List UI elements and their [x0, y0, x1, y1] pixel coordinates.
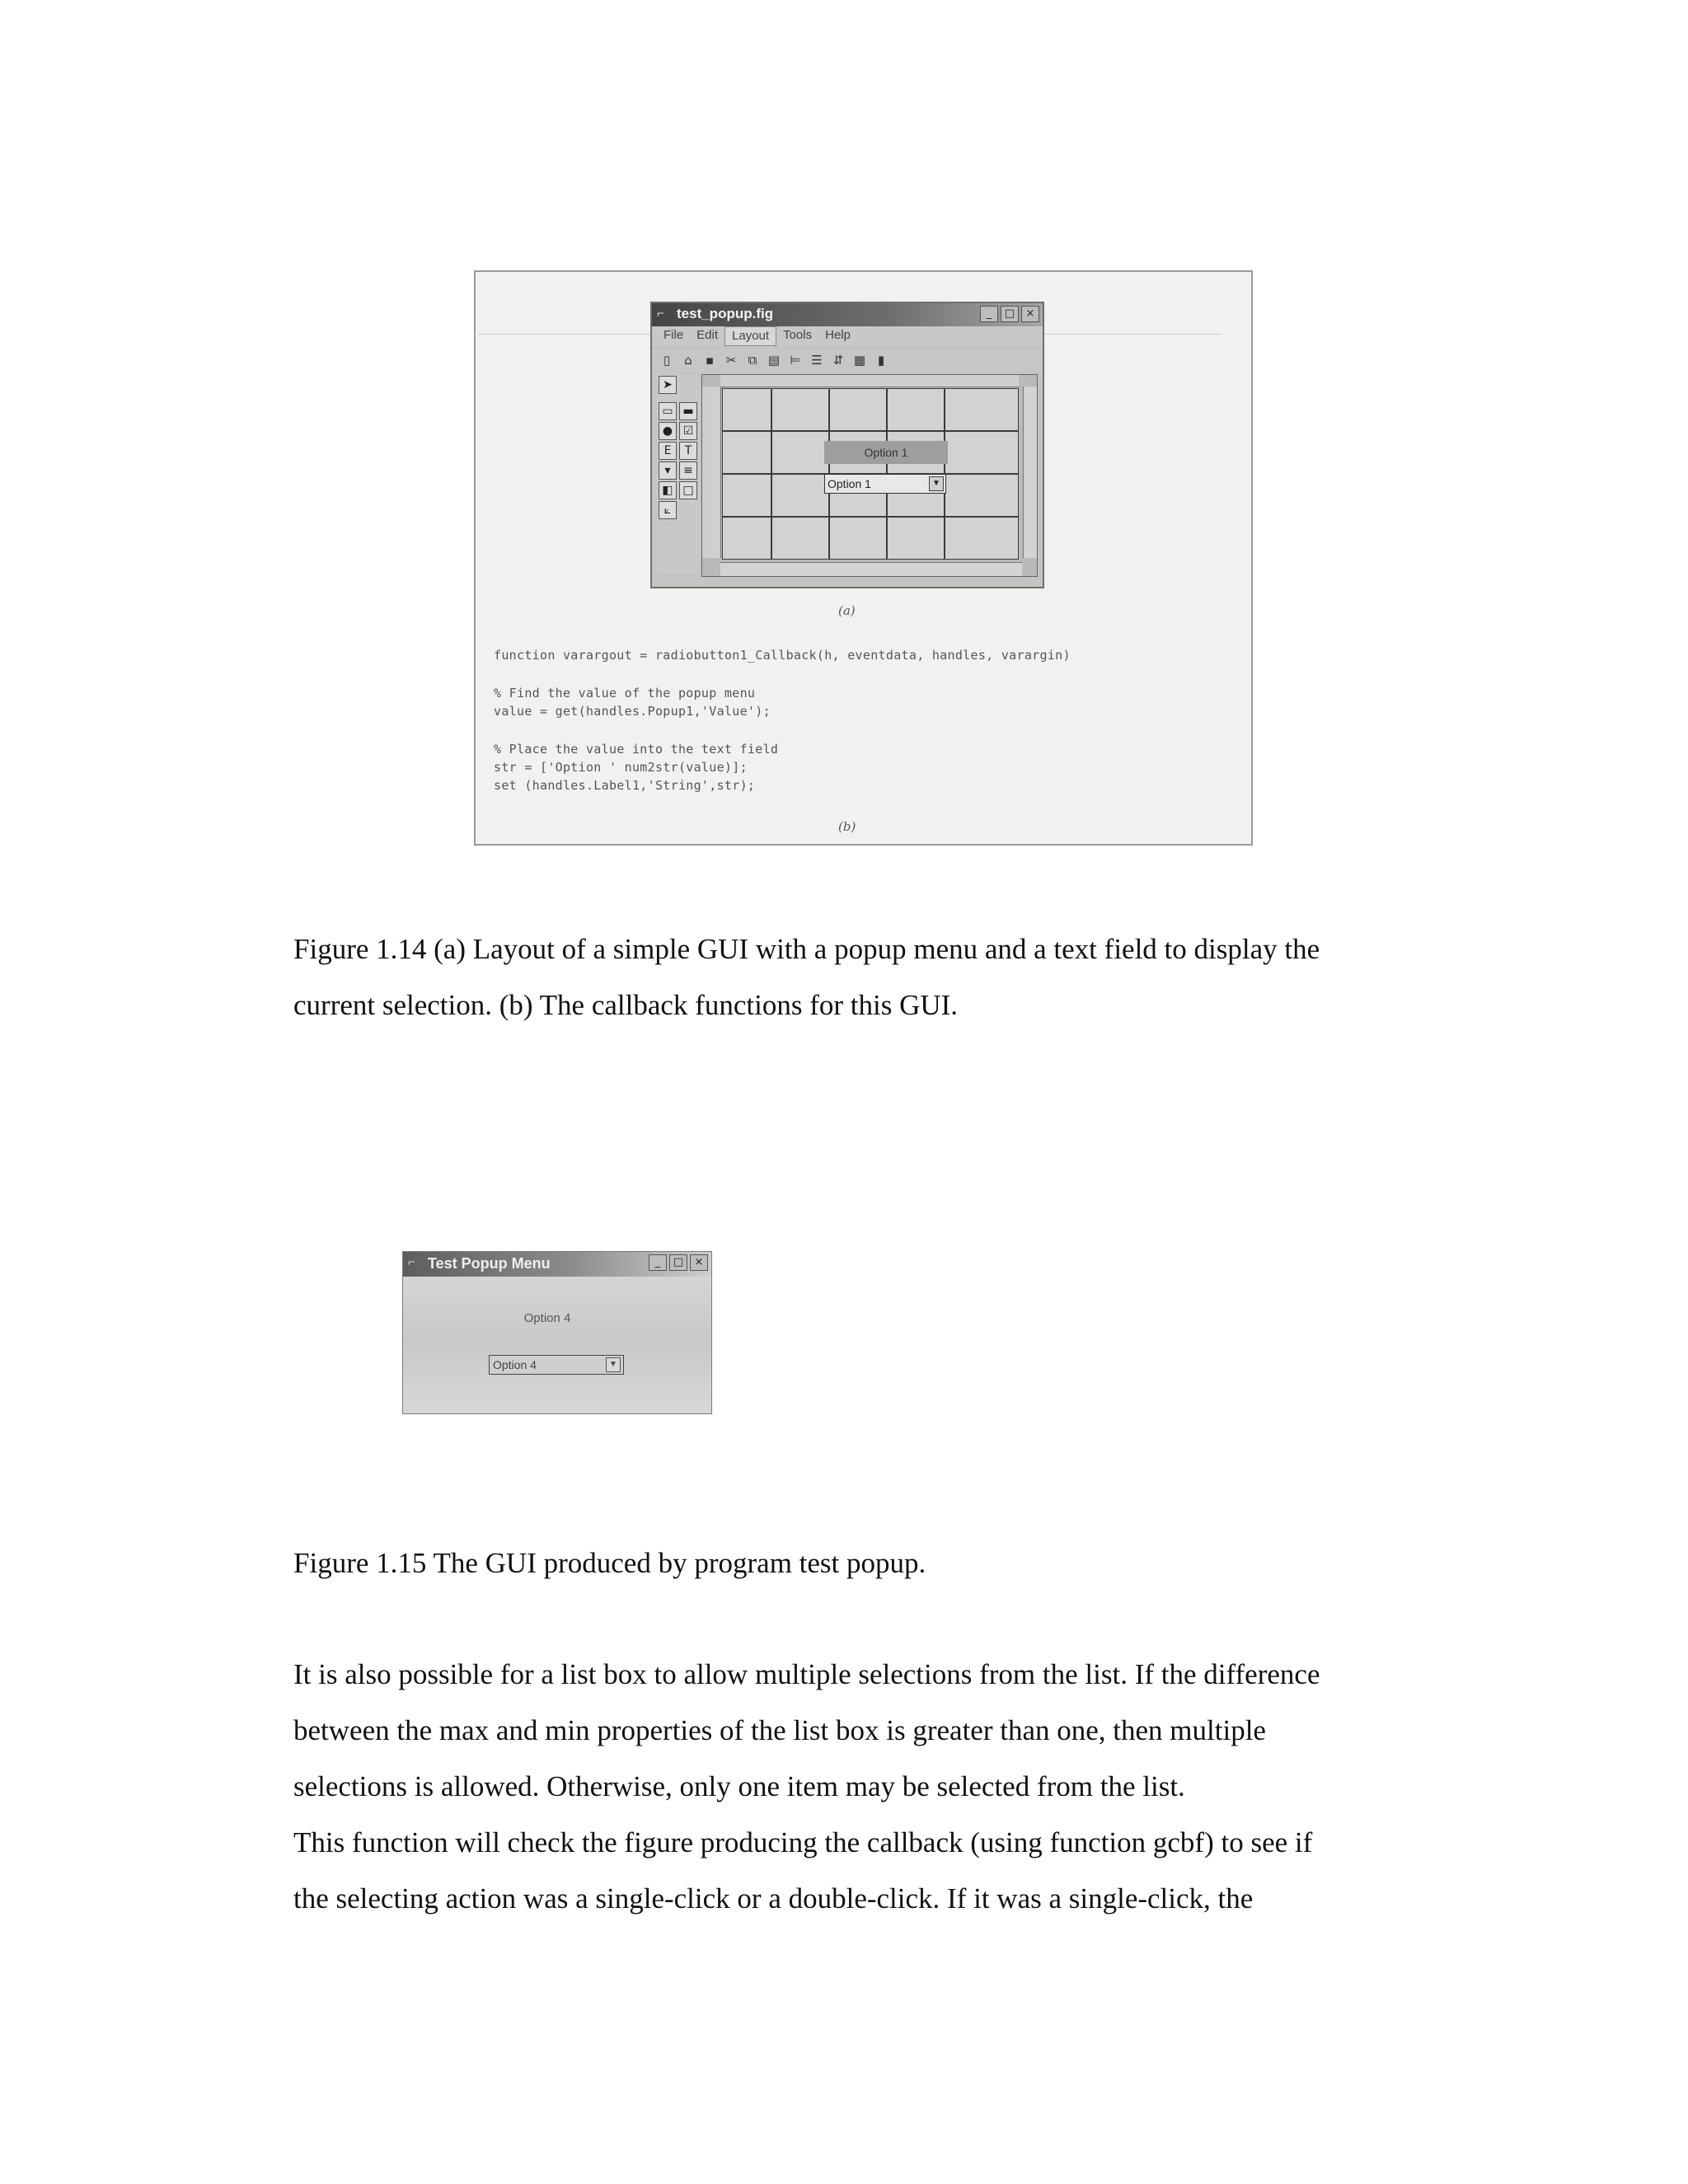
code-line-3: value = get(handles.Popup1,'Value');: [494, 704, 771, 719]
left-ruler: [702, 387, 721, 558]
test-popup-window: [402, 1251, 712, 1414]
close-icon[interactable]: ×: [690, 1254, 708, 1271]
code-line-6: set (handles.Label1,'String',str);: [494, 778, 756, 793]
test-popup-window-title: Test Popup Menu: [428, 1255, 551, 1272]
layout-canvas[interactable]: [701, 374, 1038, 577]
radio-button-icon[interactable]: ●: [659, 422, 677, 440]
subfigure-b-label: (b): [838, 819, 856, 834]
maximize-icon[interactable]: □: [669, 1254, 687, 1271]
axes-icon[interactable]: ⟀: [659, 501, 677, 519]
top-ruler: [720, 375, 1019, 387]
chevron-down-icon[interactable]: ▼: [929, 476, 944, 491]
edit-text-icon[interactable]: E: [659, 442, 677, 460]
guide-menu-bar: [652, 326, 1043, 346]
frame-icon[interactable]: □: [679, 481, 697, 499]
popup-menu-icon[interactable]: ▾: [659, 462, 677, 480]
menu-help[interactable]: Help: [825, 328, 851, 342]
body-line-4: This function will check the figure producing the callback (using function gcbf) to see if: [293, 1826, 1313, 1858]
object-browser-icon[interactable]: ▮: [877, 353, 885, 368]
code-line-4: % Place the value into the text field: [494, 742, 779, 757]
figure-1-14-caption: [293, 921, 1464, 1033]
code-line-1: function varargout = radiobutton1_Callback(h, eventdata, handles, varargin): [494, 648, 1071, 663]
matlab-app-icon: ⌐: [657, 307, 664, 321]
popup-menu-control[interactable]: [824, 474, 946, 494]
menu-layout[interactable]: Layout: [724, 326, 776, 346]
open-folder-icon[interactable]: ⌂: [684, 353, 692, 368]
menu-edit[interactable]: Edit: [696, 328, 719, 342]
popup-value: Option 1: [828, 477, 871, 490]
property-inspector-icon[interactable]: ▦: [853, 353, 866, 368]
subfigure-a-label: (a): [838, 603, 856, 618]
new-file-icon[interactable]: ▯: [663, 353, 671, 368]
body-line-1: It is also possible for a list box to allow multiple selections from the list. If the difference: [293, 1658, 1320, 1690]
copy-icon[interactable]: ⧉: [748, 353, 757, 368]
paste-icon[interactable]: ▤: [767, 353, 781, 368]
menu-file[interactable]: File: [663, 328, 684, 342]
selection-label: Option 4: [523, 1311, 571, 1325]
code-line-5: str = ['Option ' num2str(value)];: [494, 760, 748, 775]
vertical-scrollbar[interactable]: [1023, 387, 1037, 558]
menu-editor-icon[interactable]: ☰: [811, 353, 823, 368]
matlab-app-icon: ⌐: [408, 1255, 415, 1269]
push-button-icon[interactable]: ▭: [659, 402, 677, 420]
caption-line-2: current selection. (b) The callback functions for this GUI.: [293, 989, 959, 1021]
caption-line: Figure 1.15 The GUI produced by program test popup.: [293, 1547, 926, 1579]
test-popup-title-bar: [403, 1252, 711, 1277]
body-line-5: the selecting action was a single-click or a double-click. If it was a single-click, the: [293, 1882, 1254, 1915]
guide-window: [650, 302, 1044, 588]
guide-title-bar: [652, 303, 1043, 326]
layout-grid[interactable]: [722, 388, 1019, 560]
figure-1-15-caption: [293, 1535, 1464, 1591]
maximize-icon[interactable]: □: [1001, 306, 1019, 322]
body-paragraph: [293, 1647, 1464, 1927]
popup-value: Option 4: [493, 1358, 537, 1371]
select-arrow-icon[interactable]: ➤: [659, 376, 677, 394]
menu-tools[interactable]: Tools: [783, 328, 813, 342]
toggle-button-icon[interactable]: ◧: [659, 481, 677, 499]
caption-line-1: Figure 1.14 (a) Layout of a simple GUI with a popup menu and a text field to display the: [293, 933, 1320, 965]
component-palette: [657, 374, 700, 574]
chevron-down-icon[interactable]: ▼: [606, 1357, 621, 1372]
text-label-control[interactable]: Option 1: [824, 441, 948, 464]
minimize-icon[interactable]: _: [649, 1254, 667, 1271]
cut-icon[interactable]: ✂: [725, 353, 737, 368]
figure-1-14-image: [474, 270, 1253, 846]
close-icon[interactable]: ×: [1021, 306, 1039, 322]
tab-order-icon[interactable]: ⇵: [832, 353, 844, 368]
popup-menu[interactable]: [489, 1355, 624, 1375]
body-line-2: between the max and min properties of the list box is greater than one, then multiple: [293, 1714, 1266, 1746]
horizontal-scrollbar[interactable]: [720, 562, 1022, 576]
listbox-icon[interactable]: ≡: [679, 462, 697, 480]
minimize-icon[interactable]: _: [980, 306, 998, 322]
checkbox-icon[interactable]: ☑: [679, 422, 697, 440]
code-line-2: % Find the value of the popup menu: [494, 686, 756, 701]
align-icon[interactable]: ⊨: [790, 353, 801, 368]
slider-icon[interactable]: ▬: [679, 402, 697, 420]
static-text-icon[interactable]: T: [679, 442, 697, 460]
body-line-3: selections is allowed. Otherwise, only one item may be selected from the list.: [293, 1770, 1185, 1802]
guide-toolbar: [652, 348, 1043, 373]
save-icon[interactable]: ▪: [705, 353, 715, 368]
guide-window-title: test_popup.fig: [677, 306, 774, 321]
